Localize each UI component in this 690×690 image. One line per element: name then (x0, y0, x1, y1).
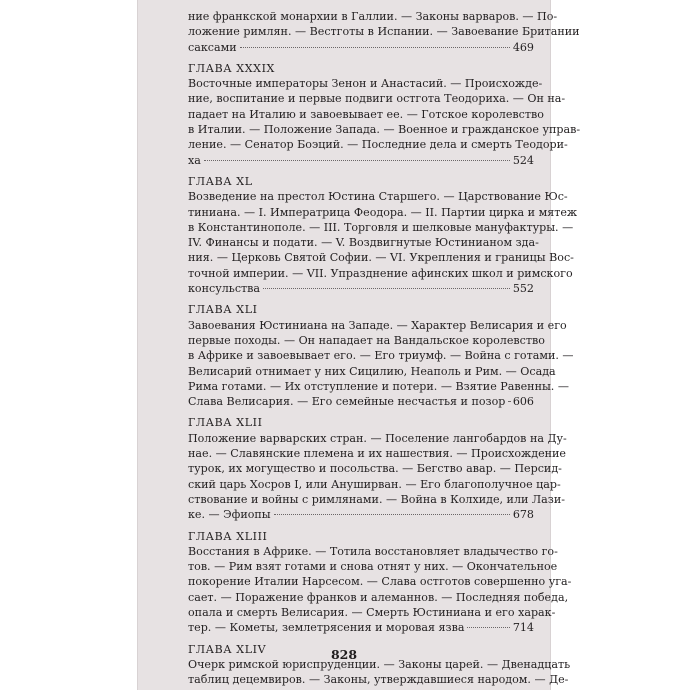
entry-last-line (188, 40, 534, 55)
entry-page-number: 552 (512, 282, 534, 296)
chapter-title: ГЛАВА XLIV (188, 642, 267, 656)
text-line: Завоевания Юстиниана на Западе. — Характер Велисария и его (188, 318, 567, 332)
text-line: ствование и войны с римлянами. — Война в Колхиде, или Лази- (188, 492, 565, 506)
chapter-title: ГЛАВА XLII (188, 416, 263, 430)
text-line: IV. Финансы и подати. — V. Воздвигнутые Юстинианом зда- (188, 236, 539, 250)
text-line: Возведение на престол Юстина Старшего. — Царствование Юс- (188, 190, 568, 204)
dot-leader (204, 160, 510, 161)
text-line: ние, воспитание и первые подвиги остгота Теодориха. — Он на- (188, 92, 566, 106)
dot-leader (467, 627, 509, 628)
entry-page-number: 524 (512, 153, 534, 167)
text-line: падает на Италию и завоевывает ее. — Готское королевство (188, 107, 544, 121)
text-line: таблиц децемвиров. — Законы, утверждавшиеся народом. — Де- (188, 673, 569, 687)
chapter-title: ГЛАВА XXXIX (188, 61, 275, 75)
text-line: в Италии. — Положение Запада. — Военное и гражданское управ- (188, 123, 581, 137)
entry-last-line (188, 281, 534, 296)
text-line: ский царь Хосров I, или Ануширван. — Его благополучное цар- (188, 477, 561, 491)
text-line: тиниана. — I. Императрица Феодора. — II. Партии цирка и мятеж (188, 205, 578, 219)
entry-last-text: ке. — Эфиопы (188, 508, 271, 522)
text-line: турок, их могущество и посольства. — Бегство авар. — Персид- (188, 462, 562, 476)
chapter-entry (188, 529, 572, 636)
text-line: нае. — Славянские племена и их нашествия. — Происхождение (188, 447, 567, 461)
text-line: покорение Италии Нарсесом. — Слава остготов совершенно уга- (188, 575, 572, 589)
page-number: 828 (330, 647, 358, 662)
dot-leader (274, 514, 510, 515)
text-line: сает. — Поражение франков и алеманнов. — Последняя победа, (188, 590, 569, 604)
chapter-title: ГЛАВА XLIII (188, 529, 268, 543)
entry-page-number: 714 (512, 621, 534, 635)
dot-leader (508, 401, 509, 402)
text-line: первые походы. — Он нападает на Вандальское королевство (188, 333, 545, 347)
chapter-title: ГЛАВА XLI (188, 303, 258, 317)
entry-last-text: саксами (188, 40, 237, 54)
text-line: тов. — Рим взят готами и снова отнят у них. — Окончательное (188, 560, 558, 574)
intro-entry (188, 9, 580, 55)
chapter-title: ГЛАВА XL (188, 174, 253, 188)
text-line: в Константинополе. — III. Торговля и шелковые мануфактуры. — (188, 220, 574, 234)
table-of-contents (188, 9, 581, 687)
entry-last-text: Слава Велисария. — Его семейные несчастья и позор (188, 395, 506, 409)
entry-last-line (188, 153, 534, 168)
chapter-entry (188, 415, 567, 522)
entry-last-line (188, 507, 534, 522)
chapter-entry (188, 174, 578, 296)
entry-page-number: 606 (512, 395, 534, 409)
text-line: Рима готами. — Их отступление и потери. — Взятие Равенны. — (188, 379, 569, 393)
entry-last-text: консульства (188, 282, 261, 296)
text-line: Положение варварских стран. — Поселение лангобардов на Ду- (188, 431, 567, 445)
text-line: точной империи. — VII. Упразднение афинских школ и римского (188, 266, 573, 280)
entry-last-text: тер. — Кометы, землетрясения и моровая язва (188, 621, 465, 635)
text-line: Восстания в Африке. — Тотила восстановляет владычество го- (188, 544, 558, 558)
text-line: в Африке и завоевывает его. — Его триумф. — Война с готами. — (188, 349, 574, 363)
text-line: ния. — Церковь Святой Софии. — VI. Укрепления и границы Вос- (188, 251, 574, 265)
dot-leader (240, 47, 510, 48)
chapter-entry (188, 61, 581, 168)
text-line: Восточные императоры Зенон и Анастасий. — Происхожде- (188, 77, 543, 91)
entry-last-text: ха (188, 153, 201, 167)
text-line: ложение римлян. — Вестготы в Испании. — Завоевание Британии (188, 25, 580, 39)
entry-page-number: 469 (512, 40, 534, 54)
entry-last-line (188, 394, 534, 409)
entry-page-number: 678 (512, 508, 534, 522)
text-line: Очерк римской юриспруденции. — Законы царей. — Двенадцать (188, 657, 571, 671)
dot-leader (263, 288, 510, 289)
text-line: опала и смерть Велисария. — Смерть Юстиниана и его харак- (188, 605, 556, 619)
chapter-entry (188, 302, 574, 409)
text-line: Велисарий отнимает у них Сицилию, Неаполь и Рим. — Осада (188, 364, 556, 378)
entry-last-line (188, 620, 534, 635)
text-line: ление. — Сенатор Боэций. — Последние дела и смерть Теодори- (188, 138, 568, 152)
text-line: ние франкской монархии в Галлии. — Законы варваров. — По- (188, 10, 558, 23)
book-page (138, 0, 581, 690)
